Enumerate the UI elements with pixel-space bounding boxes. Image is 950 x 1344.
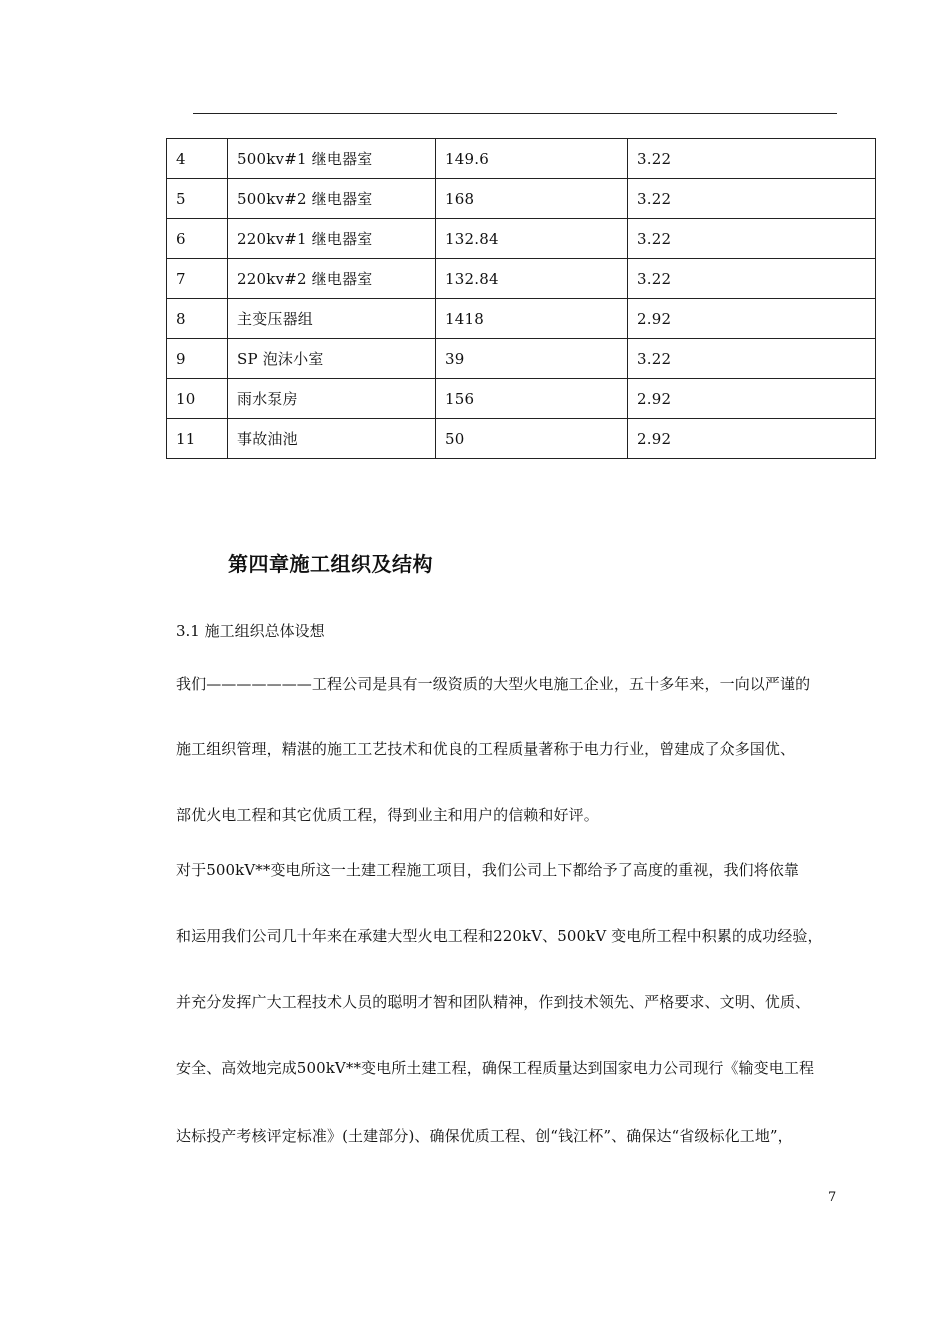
table-cell-index: 7: [167, 259, 228, 299]
body-text-line: 并充分发挥广大工程技术人员的聪明才智和团队精神，作到技术领先、严格要求、文明、优质、: [176, 993, 811, 1011]
table-cell-name: 雨水泵房: [228, 379, 436, 419]
table-cell-name: 主变压器组: [228, 299, 436, 339]
table-cell-value: 3.22: [628, 139, 876, 179]
table-row: [167, 379, 876, 419]
table-cell-value: 3.22: [628, 259, 876, 299]
table-cell-name: 事故油池: [228, 419, 436, 459]
table-cell-value: 2.92: [628, 379, 876, 419]
body-text-line: 安全、高效地完成500kV**变电所土建工程，确保工程质量达到国家电力公司现行《输变电工程: [176, 1059, 815, 1077]
table-cell-value: 156: [436, 379, 628, 419]
table-cell-value: 50: [436, 419, 628, 459]
table-cell-value: 132.84: [436, 219, 628, 259]
table-cell-value: 3.22: [628, 339, 876, 379]
table-cell-name: 500kv#2 继电器室: [228, 179, 436, 219]
body-text-line: 部优火电工程和其它优质工程，得到业主和用户的信赖和好评。: [176, 806, 599, 824]
table-cell-name: 220kv#1 继电器室: [228, 219, 436, 259]
table-row: [167, 419, 876, 459]
table-row: [167, 299, 876, 339]
table-row: [167, 219, 876, 259]
table-cell-index: 8: [167, 299, 228, 339]
section-title: 3.1 施工组织总体设想: [176, 622, 325, 640]
table-cell-value: 168: [436, 179, 628, 219]
table-cell-index: 6: [167, 219, 228, 259]
page-number: 7: [828, 1190, 837, 1205]
header-rule: [193, 113, 837, 114]
table-cell-value: 3.22: [628, 219, 876, 259]
table-cell-index: 4: [167, 139, 228, 179]
data-table: [166, 138, 876, 459]
table-cell-value: 132.84: [436, 259, 628, 299]
table-row: [167, 259, 876, 299]
table-cell-name: SP 泡沫小室: [228, 339, 436, 379]
table-cell-value: 3.22: [628, 179, 876, 219]
body-text-line: 我们———————工程公司是具有一级资质的大型火电施工企业，五十多年来，一向以严谨的: [176, 675, 811, 693]
table-row: [167, 139, 876, 179]
table-cell-name: 500kv#1 继电器室: [228, 139, 436, 179]
table-cell-value: 149.6: [436, 139, 628, 179]
body-text-line: 对于500kV**变电所这一土建工程施工项目，我们公司上下都给予了高度的重视，我们将依靠: [176, 861, 799, 879]
table-cell-index: 9: [167, 339, 228, 379]
table-cell-value: 1418: [436, 299, 628, 339]
body-text-line: 施工组织管理，精湛的施工工艺技术和优良的工程质量著称于电力行业，曾建成了众多国优、: [176, 740, 796, 758]
table-cell-index: 10: [167, 379, 228, 419]
table-cell-index: 11: [167, 419, 228, 459]
table-cell-value: 2.92: [628, 419, 876, 459]
body-text-line: 和运用我们公司几十年来在承建大型火电工程和220kV、500kV 变电所工程中积累的成功经验，: [176, 927, 823, 945]
body-text-line: 达标投产考核评定标准》(土建部分)、确保优质工程、创“钱江杯”、确保达“省级标化工地”，: [176, 1127, 793, 1145]
chapter-title: 第四章施工组织及结构: [228, 552, 433, 576]
table-row: [167, 339, 876, 379]
table-cell-value: 2.92: [628, 299, 876, 339]
table-cell-value: 39: [436, 339, 628, 379]
table-cell-index: 5: [167, 179, 228, 219]
table-cell-name: 220kv#2 继电器室: [228, 259, 436, 299]
table-row: [167, 179, 876, 219]
